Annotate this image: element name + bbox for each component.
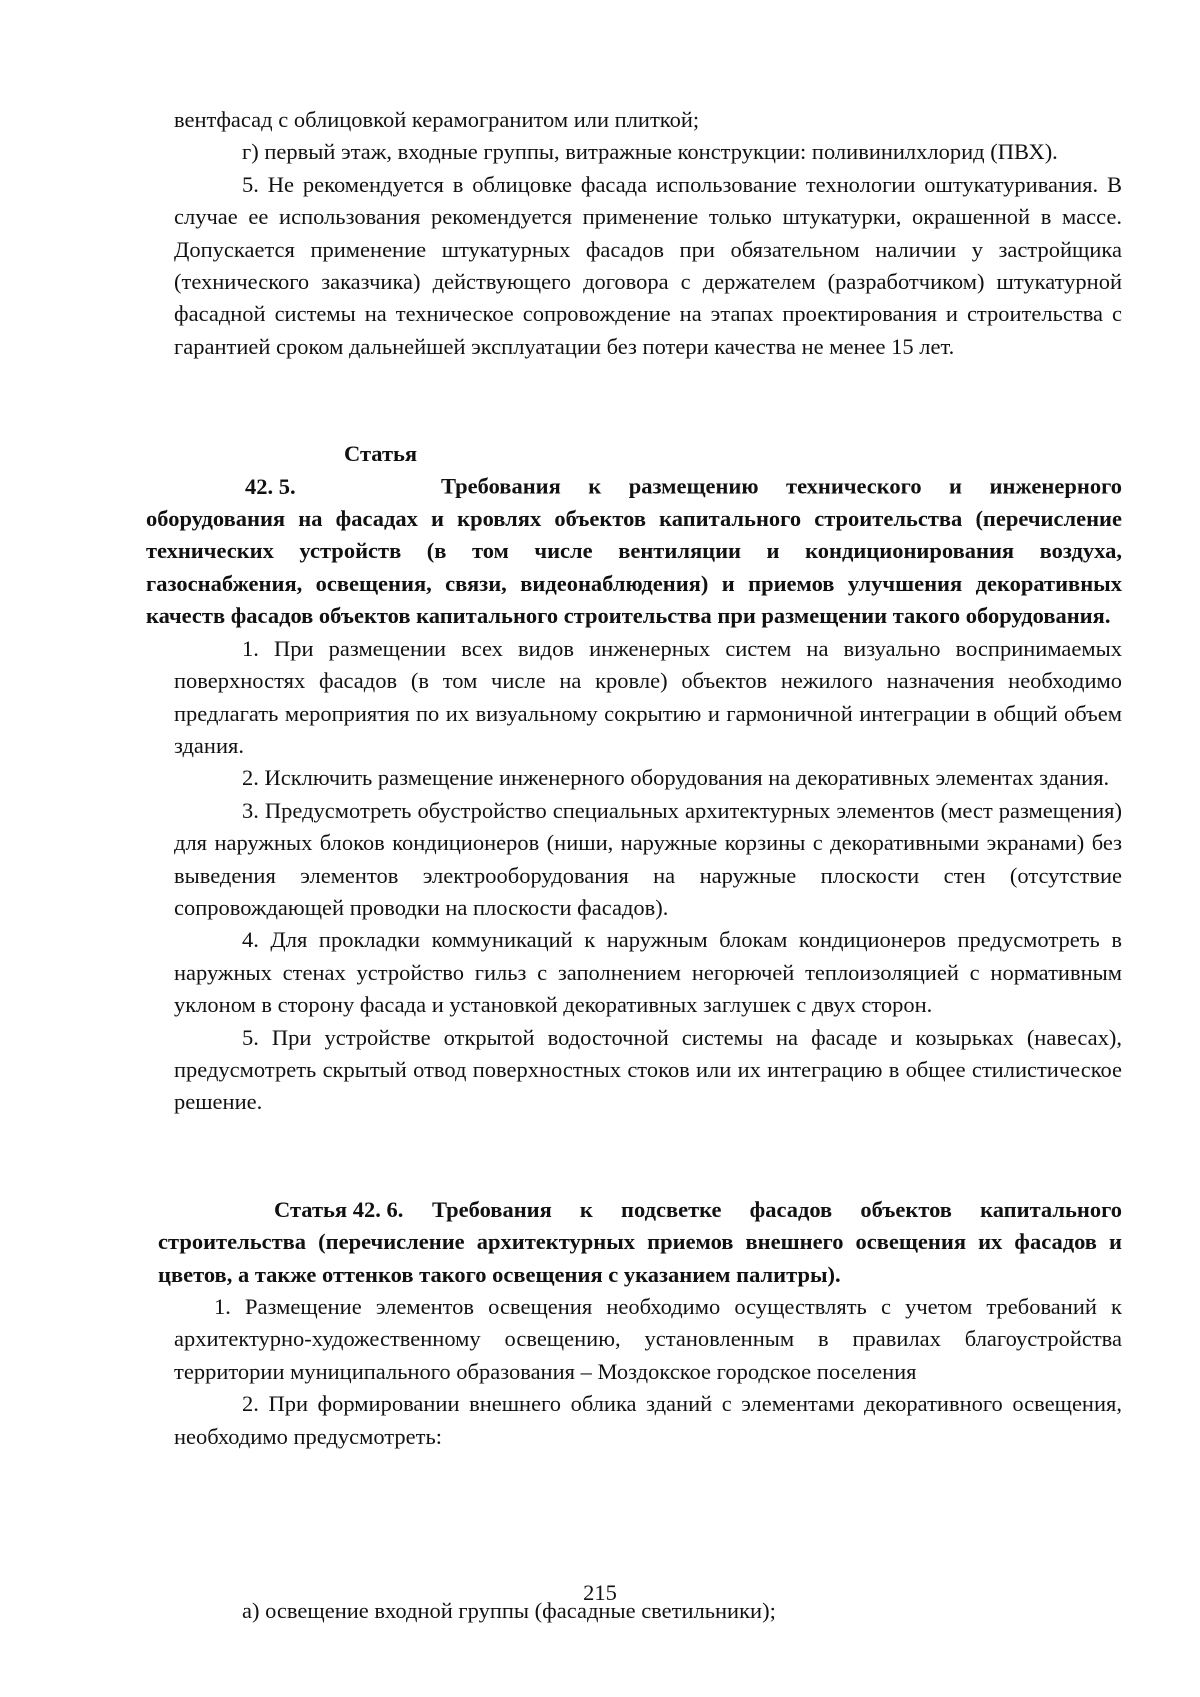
article-42-6-subitem-a: а) освещение входной группы (фасадные светильники); bbox=[242, 1598, 776, 1623]
article-42-6-heading bbox=[158, 1194, 1122, 1291]
page-content bbox=[146, 104, 1122, 1453]
article-42-6-item-1: 1. Размещение элементов освещения необходимо осуществлять с учетом требований к архитектурно-художественному освещению, установленным в правилах благоустройства территории муниципального образования – Моздокское городское поселения bbox=[174, 1294, 1122, 1384]
article-42-5-number: Статья 42. 5. bbox=[245, 441, 418, 499]
article-42-5-item-4: 4. Для прокладки коммуникаций к наружным блокам кондиционеров предусмотреть в наружных стенах устройство гильз с заполнением негорючей теплоизоляцией с нормативным уклоном в сторону фасада и установкой декоративных заглушек с двух сторон. bbox=[174, 927, 1122, 1018]
article-42-5-item-1: 1. При размещении всех видов инженерных систем на визуально воспринимаемых поверхностях фасадов (в том числе на кровле) объектов нежилого назначения необходимо предлагать мероприятия по их визуальному сокрытию и гармоничной интеграции в общий объем здания. bbox=[174, 635, 1122, 758]
intro-paragraph-0: вентфасад с облицовкой керамогранитом или плиткой; bbox=[174, 107, 700, 132]
article-42-5-item-2: 2. Исключить размещение инженерного оборудования на декоративных элементах здания. bbox=[242, 765, 1110, 791]
article-42-6-item-2: 2. При формировании внешнего облика зданий с элементами декоративного освещения, необходимо предусмотреть: bbox=[174, 1391, 1122, 1449]
article-42-5-title: Требования к размещению технического и инженерного оборудования на фасадах и кровлях объектов капитального строительства (перечисление технических устройств (в том числе вентиляции и кондиционирования воздуха, газоснабжения, освещения, связи, видеонаблюдения) и приемов улучшения декоративных качеств фасадов объектов капитального строительства при размещении такого оборудования. bbox=[146, 473, 1122, 629]
page-number: 215 bbox=[583, 1580, 617, 1605]
intro-paragraph-2: 5. Не рекомендуется в облицовке фасада использование технологии оштукатуривания. В случае ее использования рекомендуется применение только штукатурки, окрашенной в массе. Допускается применение штукатурных фасадов при обязательном наличии у застройщика (технического заказчика) действующего договора с держателем (разработчиком) штукатурной фасадной системы на техническое сопровождение на этапах проектирования и строительства с гарантией сроком дальнейшей эксплуатации без потери качества не менее 15 лет. bbox=[174, 171, 1122, 359]
article-42-5-item-3: 3. Предусмотреть обустройство специальных архитектурных элементов (мест размещения) для наружных блоков кондиционеров (ниши, наружные корзины с декоративными экранами) без выведения элементов электрооборудования на наружные плоскости стен (отсутствие сопровождающей проводки на плоскости фасадов). bbox=[174, 797, 1122, 920]
article-42-5-heading bbox=[146, 438, 1122, 632]
intro-paragraph-1: г) первый этаж, входные группы, витражные конструкции: поливинилхлорид (ПВХ). bbox=[242, 139, 1058, 165]
article-42-6-number: Статья 42. 6. bbox=[274, 1196, 404, 1222]
article-42-5-item-5: 5. При устройстве открытой водосточной системы на фасаде и козырьках (навесах), предусмотреть скрытый отвод поверхностных стоков или их интеграцию в общее стилистическое решение. bbox=[174, 1024, 1122, 1115]
article-42-6-title: Требования к подсветке фасадов объектов капитального строительства (перечисление архитектурных приемов внешнего освещения их фасадов и цветов, а также оттенков такого освещения с указанием палитры). bbox=[158, 1196, 1122, 1287]
